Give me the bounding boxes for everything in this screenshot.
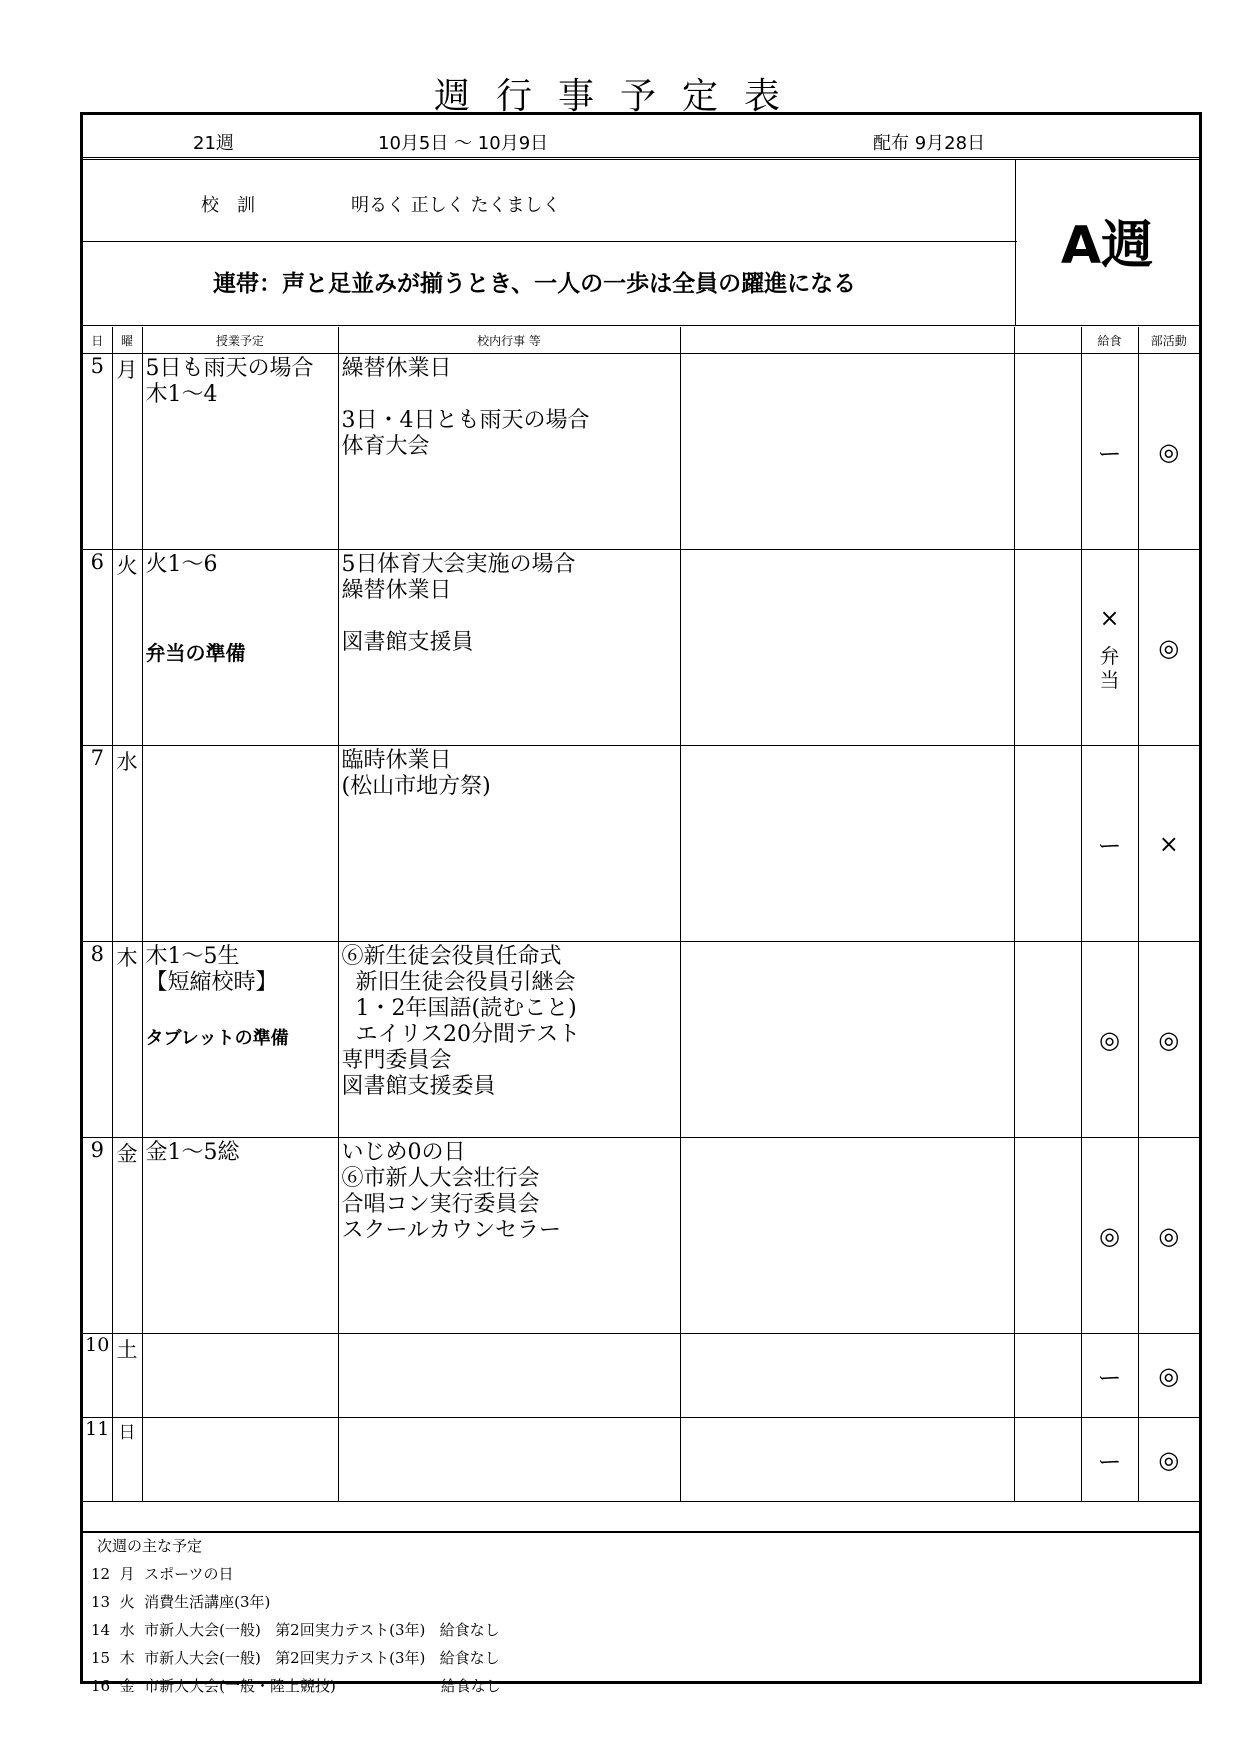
row-weekday: 木	[112, 942, 142, 1138]
schedule-table	[83, 327, 1199, 1502]
row-day: 11	[83, 1418, 112, 1502]
week-type-badge: A週	[1060, 216, 1154, 276]
date-range: 10月5日 〜 10月9日	[378, 133, 549, 154]
row-lunch: ー	[1081, 1334, 1138, 1418]
row-club: ◎	[1138, 942, 1199, 1138]
col-club: 部活動	[1138, 327, 1199, 354]
row-weekday: 土	[112, 1334, 142, 1418]
table-row	[83, 1138, 1199, 1334]
row-day: 8	[83, 942, 112, 1138]
table-row	[83, 746, 1199, 942]
row-day: 5	[83, 354, 112, 550]
week-number: 21週	[193, 133, 234, 154]
solidarity-motto: 連帯：声と足並みが揃うとき、一人の一歩は全員の躍進になる	[213, 271, 857, 297]
table-row	[83, 550, 1199, 746]
col-blank-1	[680, 327, 1014, 354]
row-classes	[142, 1418, 338, 1502]
row-classes	[142, 1334, 338, 1418]
row-day: 6	[83, 550, 112, 746]
row-day: 10	[83, 1334, 112, 1418]
row-lunch: ー	[1081, 746, 1138, 942]
row-club: ×	[1138, 746, 1199, 942]
col-blank-2	[1014, 327, 1081, 354]
col-classes: 授業予定	[142, 327, 338, 354]
table-row	[83, 942, 1199, 1138]
row-events: いじめ0の日 ⑥市新人大会壮行会 合唱コン実行委員会 スクールカウンセラー	[338, 1138, 680, 1334]
row-weekday: 月	[112, 354, 142, 550]
list-item: 13 火 消費生活講座(3年)	[91, 1593, 271, 1611]
table-row	[83, 354, 1199, 550]
col-day: 日	[83, 327, 112, 354]
table-row	[83, 1418, 1199, 1502]
table-row	[83, 1334, 1199, 1418]
col-lunch: 給食	[1081, 327, 1138, 354]
row-classes: 火1〜6 弁当の準備	[142, 550, 338, 746]
list-item: 14 水 市新人大会(一般) 第2回実力テスト(3年) 給食なし	[91, 1621, 500, 1639]
row-lunch: ◎	[1081, 1138, 1138, 1334]
row-weekday: 水	[112, 746, 142, 942]
row-events: ⑥新生徒会役員任命式 新旧生徒会役員引継会 1・2年国語(読むこと) エイリス20分間テスト 専門委員会 図書館支援委員	[338, 942, 680, 1138]
row-lunch: ー	[1081, 1418, 1138, 1502]
row-classes: 木1〜5生 【短縮校時】 タブレットの準備	[142, 942, 338, 1138]
motto-label: 校 訓	[201, 195, 255, 216]
row-weekday: 日	[112, 1418, 142, 1502]
row-lunch: × 弁 当	[1081, 550, 1138, 746]
bento-note: 弁 当	[1099, 643, 1120, 692]
row-day: 9	[83, 1138, 112, 1334]
list-item: 15 木 市新人大会(一般) 第2回実力テスト(3年) 給食なし	[91, 1649, 500, 1667]
row-weekday: 火	[112, 550, 142, 746]
row-events: 5日体育大会実施の場合 繰替休業日 図書館支援員	[338, 550, 680, 746]
col-weekday: 曜	[112, 327, 142, 354]
row-club: ◎	[1138, 1138, 1199, 1334]
schedule-sheet	[80, 112, 1202, 1695]
next-week-heading: 次週の主な予定	[97, 1537, 203, 1555]
row-events	[338, 1418, 680, 1502]
row-classes: 5日も雨天の場合 木1〜4	[142, 354, 338, 550]
row-events: 臨時休業日 (松山市地方祭)	[338, 746, 680, 942]
list-item: 16 金 市新人大会(一般・陸上競技) 給食なし	[91, 1677, 501, 1695]
row-weekday: 金	[112, 1138, 142, 1334]
distribution-date: 配布 9月28日	[873, 133, 986, 154]
prep-note: 弁当の準備	[145, 641, 246, 665]
row-club: ◎	[1138, 354, 1199, 550]
col-events: 校内行事 等	[338, 327, 680, 354]
row-lunch: ー	[1081, 354, 1138, 550]
motto-text: 明るく 正しく たくましく	[351, 195, 561, 216]
row-day: 7	[83, 746, 112, 942]
row-club: ◎	[1138, 1334, 1199, 1418]
list-item: 12 月 スポーツの日	[91, 1565, 234, 1583]
prep-note: タブレットの準備	[145, 1028, 289, 1049]
row-events: 繰替休業日 3日・4日とも雨天の場合 体育大会	[338, 354, 680, 550]
row-classes: 金1〜5総	[142, 1138, 338, 1334]
row-club: ◎	[1138, 1418, 1199, 1502]
row-events	[338, 1334, 680, 1418]
page-title: 週行事予定表	[433, 76, 806, 117]
row-classes	[142, 746, 338, 942]
row-lunch: ◎	[1081, 942, 1138, 1138]
row-club: ◎	[1138, 550, 1199, 746]
